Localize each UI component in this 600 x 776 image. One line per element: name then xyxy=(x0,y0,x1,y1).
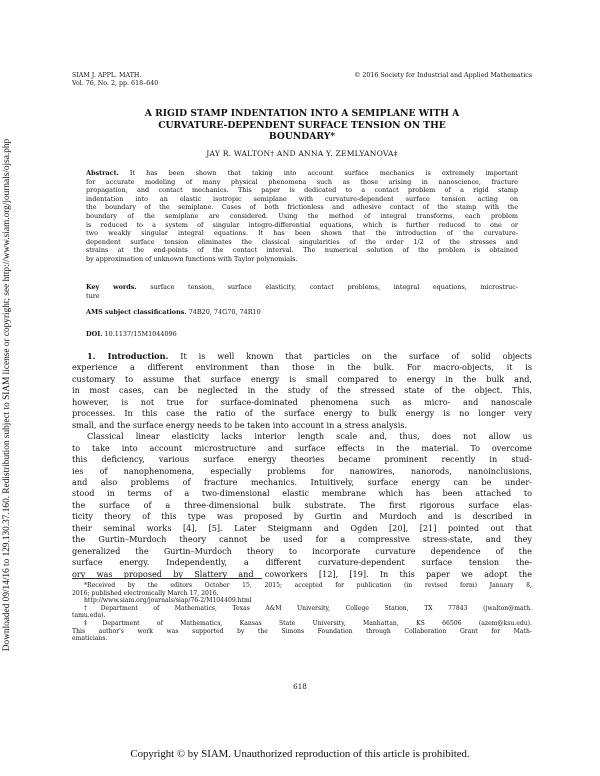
download-notice-vertical: Downloaded 09/14/16 to 129.130.37.160. Redistribution subject to SIAM license or copyright; see http://www.siam.org/journals/ojsa.php xyxy=(2,138,12,652)
body-line: surface energy. Independently, a different curvature-dependent surface tension the- xyxy=(72,557,532,568)
body-line: in most cases, can be neglected in the study of the stressed state of the object. This, xyxy=(72,385,532,396)
footnote-line: 2016; published electronically March 17, 2016. xyxy=(72,589,219,597)
abstract-line: strains at the end-points of the contact interval. The numerical solution of the problem is obtained xyxy=(86,246,518,255)
abstract-line: indentation into an elastic isotropic semiplane with curvature-dependent surface tension acting on xyxy=(86,194,518,203)
abstract-line: boundary of the semiplane are considered. Using the method of integral transforms, each problem xyxy=(86,211,518,220)
body-line: processes. In this case the ratio of the surface energy to bulk energy is no longer very xyxy=(72,408,532,419)
body-line: ies of nanophenomena, especially problems for nanowires, nanorods, nanoinclusions, xyxy=(72,465,532,476)
journal-name: SIAM J. APPL. MATH. xyxy=(72,72,142,79)
abstract-line: two weakly singular integral equations. It has been shown that the introduction of the curvature- xyxy=(86,229,518,238)
ams-label: AMS subject classifications. xyxy=(86,308,187,316)
footnote-line: ‡Department of Mathematics, Kansas State University, Manhattan, KS 66506 (azem@ksu.edu). xyxy=(84,619,532,627)
footnote-link[interactable]: http://www.siam.org/journals/siap/76-2/M104409.html xyxy=(84,597,252,605)
introduction-section xyxy=(72,351,532,580)
keywords-label: Key words. xyxy=(86,283,137,291)
abstract xyxy=(86,169,518,264)
body-line: and also problems of fracture mechanics. Intuitively, surface energy can be under- xyxy=(72,476,532,487)
abstract-line: the boundary of the semiplane. Cases of both frictionless and adhesive contact of the stamp with the xyxy=(86,203,518,212)
journal-header xyxy=(72,72,292,88)
title-line: BOUNDARY* xyxy=(268,131,336,142)
body-line: ory was proposed by Slattery and coworkers [12], [19]. In this paper we adopt the xyxy=(72,568,532,579)
footnote-line: tamu.edu). xyxy=(72,612,106,620)
abstract-line: is reduced to a system of singular integro-differential equations, which is further reduced to one or xyxy=(86,220,518,229)
section-heading: 1. Introduction. xyxy=(87,351,169,361)
body-line: the Gurtin–Murdoch theory cannot be used for a compressive stress-state, and they xyxy=(72,534,532,545)
body-line: generalized the Gurtin–Murdoch theory to incorporate curvature dependence of the xyxy=(72,545,532,556)
ams-value: 74B20, 74G70, 74R10 xyxy=(188,308,261,316)
footnote-line: ematicians. xyxy=(72,635,108,643)
title-line: CURVATURE-DEPENDENT SURFACE TENSION ON THE xyxy=(158,119,446,131)
abstract-line: It has been shown that taking into account surface mechanics is extremely important xyxy=(129,169,518,177)
copyright-notice: Copyright © by SIAM. Unauthorized reproduction of this article is prohibited. xyxy=(130,748,470,760)
keywords-text: surface tension, surface elasticity, contact problems, integral equations, microstruc- xyxy=(150,283,518,291)
body-line: It is well known that particles on the surface of solid objects xyxy=(180,351,532,361)
keywords-text: ture xyxy=(86,291,100,300)
ams-classifications xyxy=(86,308,518,316)
footnotes xyxy=(72,582,532,643)
abstract-line: by approximation of unknown functions with Taylor polynomials. xyxy=(86,254,298,263)
doi-value: 10.1137/15M1044096 xyxy=(104,330,177,338)
page-number: 618 xyxy=(293,682,307,691)
doi-label: DOI. xyxy=(86,330,103,338)
abstract-line: for accurate modeling of many physical phenomena such as those arising in nanoscience, fracture xyxy=(86,177,518,186)
body-line: small, and the surface energy needs to be taken into account in a stress analysis. xyxy=(72,419,408,430)
journal-volume: Vol. 76, No. 2, pp. 618–640 xyxy=(72,80,159,87)
body-line: stood in terms of a two-dimensional elastic membrane which has been attached to xyxy=(72,488,532,499)
body-line: experience a different environment than those in the bulk. For macro-objects, it is xyxy=(72,362,532,373)
keywords xyxy=(86,283,518,300)
authors: JAY R. WALTON† AND ANNA Y. ZEMLYANOVA‡ xyxy=(206,149,398,158)
body-line: their seminal works [4], [5]. Later Steigmann and Ogden [20], [21] pointed out that xyxy=(72,522,532,533)
body-line: Classical linear elasticity lacks interior length scale and, thus, does not allow us xyxy=(87,431,532,442)
footnote-line: This author's work was supported by the Simons Foundation through Collaboration Grant for Math- xyxy=(72,627,532,635)
body-line: ticity theory of this type was proposed by Gurtin and Murdoch and is described in xyxy=(72,511,532,522)
paper-title xyxy=(72,108,532,143)
abstract-line: dependent surface tension eliminates the classical singularities of the order 1/2 of the stresses and xyxy=(86,237,518,246)
body-line: to take into account microstructure and surface effects in the material. To overcome xyxy=(72,442,532,453)
abstract-line: propagation, and contact mechanics. This paper is dedicated to a contact problem of a rigid stamp xyxy=(86,186,518,195)
body-line: the surface of a three-dimensional bulk substrate. The first rigorous surface elas- xyxy=(72,499,532,510)
abstract-label: Abstract. xyxy=(86,169,119,177)
footnote-divider xyxy=(72,578,262,579)
title-line: A RIGID STAMP INDENTATION INTO A SEMIPLANE WITH A xyxy=(144,108,460,119)
body-line: customary to assume that surface energy is small compared to energy in the bulk and, xyxy=(72,373,532,384)
body-line: this deficiency, various surface energy theories became prominent recently in stud- xyxy=(72,454,532,465)
footnote-line: †Department of Mathematics, Texas A&M University, College Station, TX 77843 (jwalton@math. xyxy=(84,604,532,612)
body-line: however, is not true for surface-dominated phenomena such as micro- and nanoscale xyxy=(72,396,532,407)
footnote-line: *Received by the editors October 15, 2015; accepted for publication (in revised form) January 8, xyxy=(84,582,532,589)
copyright-header: © 2016 Society for Industrial and Applied Mathematics xyxy=(354,72,532,79)
doi xyxy=(86,330,518,338)
